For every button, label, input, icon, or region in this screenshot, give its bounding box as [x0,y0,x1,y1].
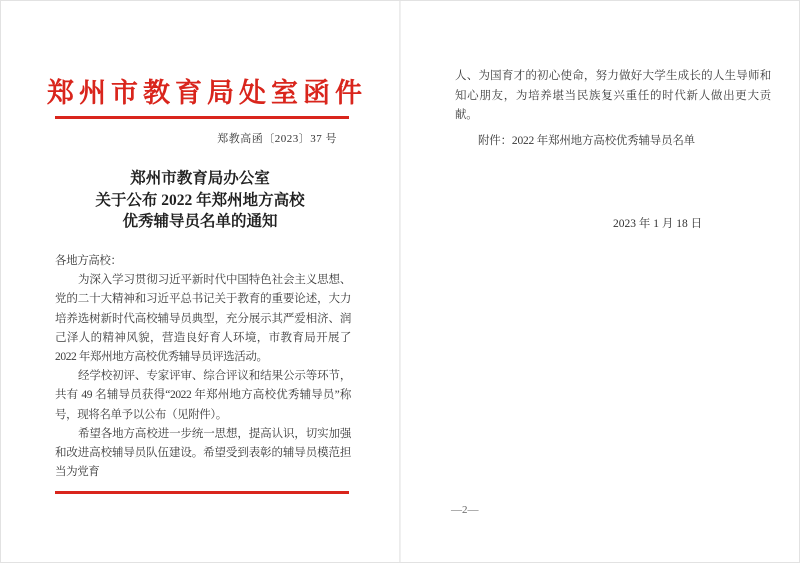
page-1 [1,1,400,562]
title-line-2: 关于公布 2022 年郑州地方高校 [95,191,305,209]
salutation: 各地方高校： [55,255,122,267]
letterhead-title: 郑州市教育局处室函件 [47,78,367,108]
attachment-line: 附件：2022 年郑州地方高校优秀辅导员名单 [478,135,695,147]
title-line-1: 郑州市教育局办公室 [130,170,270,187]
paragraph-2: 经学校初评、专家评审、综合评议和结果公示等环节，共有 49 名辅导员获得“2022 年郑州地方高校优秀辅导员”称号，现将名单予以公布（见附件）。 [55,370,351,421]
document-number: 郑教高函〔2023〕37 号 [217,133,337,145]
letterhead-rule [55,116,349,119]
document-title [1,168,399,233]
document-body [55,252,351,482]
continuation-paragraph: 人、为国育才的初心使命，努力做好大学生成长的人生导师和知心朋友，为培养堪当民族复兴重任的时代新人做出更大贡献。 [455,70,771,121]
paragraph-1: 为深入学习贯彻习近平新时代中国特色社会主义思想、党的二十大精神和习近平总书记关于教育的重要论述，大力培养选树新时代高校辅导员典型，充分展示其严爱相济、润己泽人的精神风貌，营造良好育人环境，市教育局开展了 2022 年郑州地方高校优秀辅导员评选活动。 [55,274,351,364]
page-number: —2— [451,504,479,516]
footer-rule [55,491,349,494]
paragraph-3: 希望各地方高校进一步统一思想，提高认识，切实加强和改进高校辅导员队伍建设。希望受到表彰的辅导员模范担当为党育 [55,427,351,479]
title-line-3: 优秀辅导员名单的通知 [122,213,278,230]
page-2 [400,1,799,562]
date-line: 2023 年 1 月 18 日 [613,218,703,230]
